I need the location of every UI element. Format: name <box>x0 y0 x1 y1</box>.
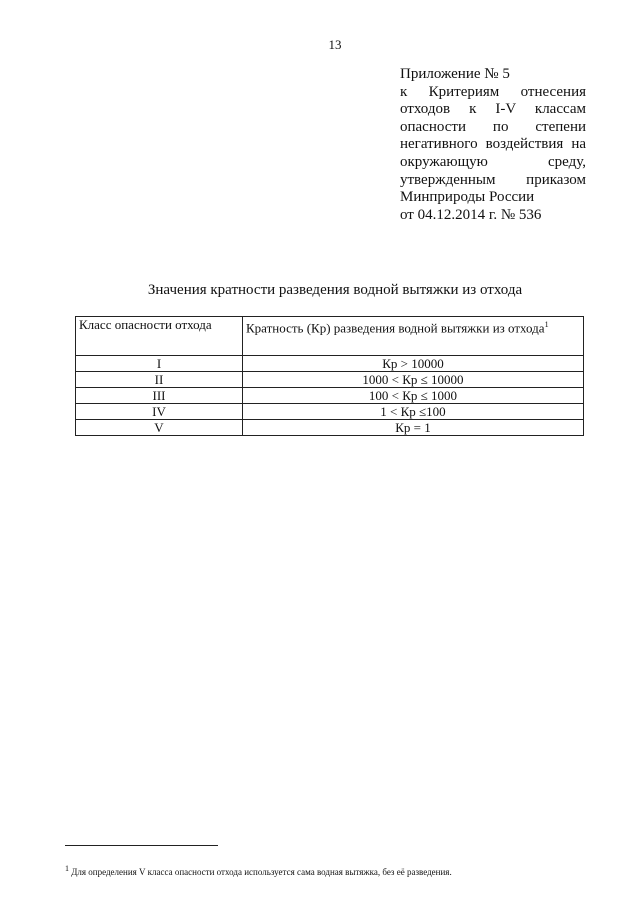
table-row <box>76 356 584 372</box>
class-cell: II <box>76 372 243 388</box>
appendix-line: опасности по степени <box>400 118 586 135</box>
footnote <box>65 864 452 877</box>
table-row <box>76 404 584 420</box>
footnote-mark: 1 <box>65 864 69 873</box>
appendix-line: Минприроды России <box>400 189 535 206</box>
table-row <box>76 372 584 388</box>
header-text: Кратность (Кр) разведения водной вытяжки из отхода <box>246 320 545 336</box>
appendix-line: утвержденным приказом <box>400 171 586 188</box>
dilution-table <box>75 316 584 436</box>
table-title: Значения кратности разведения водной вытяжки из отхода <box>147 282 523 298</box>
value-cell: Кр > 10000 <box>243 356 584 372</box>
appendix-line: от 04.12.2014 г. № 536 <box>400 206 542 223</box>
table-row <box>76 420 584 436</box>
appendix-block <box>400 66 586 224</box>
value-cell: 1000 < Кр ≤ 10000 <box>243 372 584 388</box>
value-cell: 100 < Кр ≤ 1000 <box>243 388 584 404</box>
footnote-separator <box>65 845 218 846</box>
footnote-ref: 1 <box>544 320 549 329</box>
appendix-line: Приложение № 5 <box>400 66 510 82</box>
value-cell: Кр = 1 <box>243 420 584 436</box>
table-row <box>76 388 584 404</box>
value-cell: 1 < Кр ≤100 <box>243 404 584 420</box>
table-header-row <box>76 317 584 356</box>
class-cell: V <box>76 420 243 436</box>
header-cell <box>243 317 584 356</box>
class-cell: III <box>76 388 243 404</box>
appendix-line: негативного воздействия на <box>400 136 586 153</box>
appendix-line: отходов к I-V классам <box>400 101 586 118</box>
footnote-text: Для определения V класса опасности отхода используется сама водная вытяжка, без её разведения. <box>71 867 452 877</box>
class-cell: I <box>76 356 243 372</box>
appendix-line: окружающую среду, <box>400 153 586 170</box>
appendix-line: к Критериям отнесения <box>400 83 586 100</box>
page-number: 13 <box>328 37 342 52</box>
class-cell: IV <box>76 404 243 420</box>
header-cell: Класс опасности отхода <box>76 317 243 356</box>
